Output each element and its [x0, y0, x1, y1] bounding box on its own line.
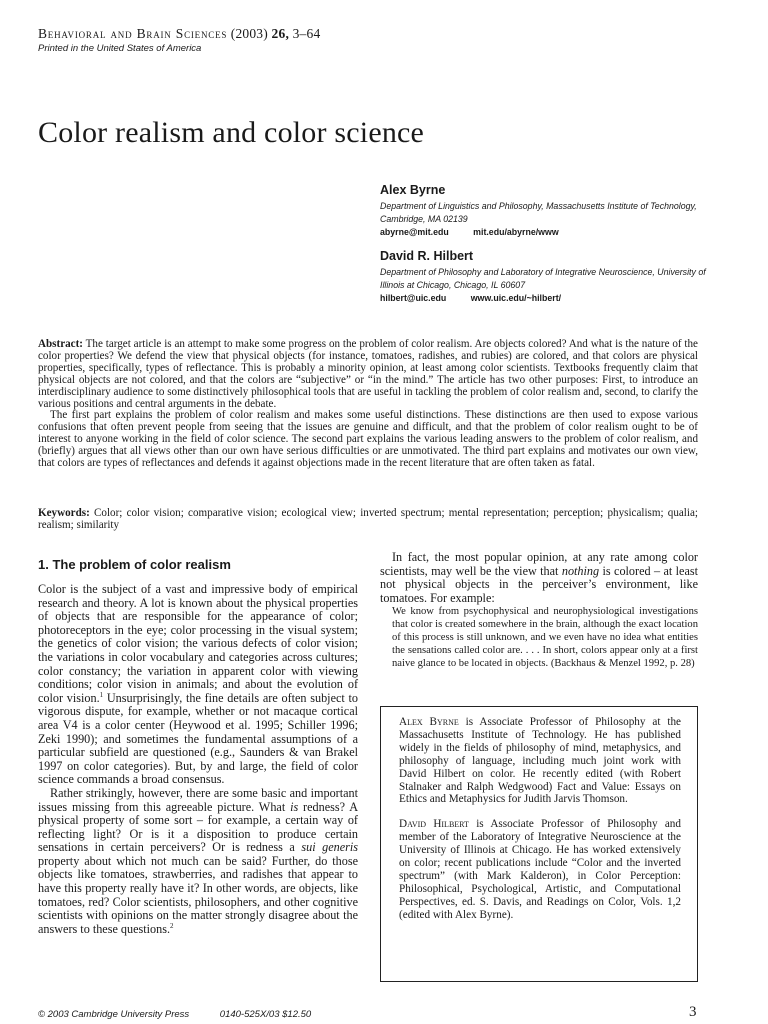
author-block-byrne — [380, 183, 720, 237]
abstract-paragraph-2: The first part explains the problem of color realism and makes some useful distinctions. These distinctions are then used to expose various confusions that often prevent people from seeing that the issues are genuine and difficult, and that the problem of color realism ought to be of interest to anyone working in the field of color science. The second part explains the various leading answers to the problem of color realism, and (briefly) argues that all views other than our own have serious difficulties or are unmotivated. The third part explains and motivates our own view, that colors are types of reflectances and defends it against objections made in the recent literature that are often taken as fatal. — [38, 409, 698, 470]
journal-pages: 3–64 — [292, 26, 321, 41]
section-heading: 1. The problem of color realism — [38, 557, 231, 572]
author-contacts — [380, 227, 720, 237]
bio-byrne: Alex Byrne is Associate Professor of Philosophy at the Massachusetts Institute of Technology. He has published widely in the fields of philosophy of mind, metaphysics, and philosophy of language, including much joint work with David Hilbert on color. He recently edited (with Robert Stalnaker and Ralph Wedgwood) Fact and Value: Essays on Ethics and Metaphysics for Judith Jarvis Thomson. — [399, 716, 681, 806]
issn-price: 0140-525X/03 $12.50 — [219, 1009, 312, 1020]
page-number: 3 — [689, 1004, 697, 1020]
body-column-left — [38, 583, 358, 936]
author-email[interactable]: abyrne@mit.edu — [380, 227, 449, 237]
author-affiliation: Department of Linguistics and Philosophy, Massachusetts Institute of Technology, Cambridge, MA 02139 — [380, 201, 697, 224]
journal-name: Behavioral and Brain Sciences — [38, 26, 228, 41]
journal-volume: 26, — [271, 26, 290, 41]
keywords-label: Keywords: — [38, 507, 90, 519]
body-paragraph: In fact, the most popular opinion, at any rate among color scientists, may well be the view that nothing is colored – at least not physical objects in the perceiver’s environment, like tomatoes. For example: — [380, 550, 698, 605]
journal-year: (2003) — [230, 26, 268, 41]
keywords-text: Color; color vision; comparative vision; ecological view; inverted spectrum; mental representation; perception; physicalism; qualia; realism; similarity — [38, 507, 698, 531]
journal-citation — [38, 26, 320, 42]
footnote-ref[interactable]: 2 — [170, 921, 174, 930]
body-paragraph: Rather strikingly, however, there are some basic and important issues missing from this agreeable picture. What is redness? A physical property of some sort – for example, a certain way of reflecting light? Or is it a disposition to produce certain sensations in certain perceivers? Or is redness a sui generis property about which not much can be said? Further, do those objects like tomatoes, strawberries, and radishes that appear to have this property really have it? In other words, are objects, like tomatoes, red? Color scientists, philosophers, and other cognitive scientists with opinions on the matter strongly disagree about the answers to these questions.$^2$ — [38, 785, 358, 936]
printed-in-note: Printed in the United States of America — [38, 43, 202, 54]
author-contacts — [380, 293, 720, 303]
keywords — [38, 508, 698, 532]
footnote-ref[interactable]: 1 — [99, 690, 104, 699]
author-name: David R. Hilbert — [380, 249, 474, 263]
abstract-paragraph-1: The target article is an attempt to make some progress on the problem of color realism. Are objects colored? And what is the nature of the color properties? We defend the view that physical objects (for instance, tomatoes, radishes, and rubies) are colored, and that colors are physical properties, specifically, types of reflectance. This is probably a minority opinion, at least among color scientists. Textbooks frequently claim that physical objects are not colored, and that the colors are “subjective” or “in the mind.” The article has two other purposes: First, to introduce an interdisciplinary audience to some distinctively philosophical tools that are useful in tackling the problem of color realism and, second, to clarify the various positions and central arguments in the debate. — [38, 338, 698, 410]
abstract-label: Abstract: — [38, 338, 83, 350]
abstract — [38, 339, 698, 470]
copyright-notice: © 2003 Cambridge University Press — [38, 1009, 190, 1020]
article-title: Color realism and color science — [38, 116, 425, 149]
author-block-hilbert — [380, 249, 720, 303]
bio-hilbert: David Hilbert is Associate Professor of Philosophy and member of the Laboratory of Integrative Neuroscience at the University of Illinois at Chicago. He has worked extensively on color; recent publications include “Color and the inverted spectrum” (with Mark Kalderon), in Color Perception: Philosophical, Psychological, Artistic, and Computational Perspectives, ed. S. Davis, and Readings on Color, Vols. 1,2 (edited with Alex Byrne). — [399, 818, 681, 921]
author-bio-box — [380, 706, 698, 982]
author-website[interactable]: mit.edu/abyrne/www — [473, 227, 559, 237]
body-column-right — [380, 551, 698, 670]
block-quote: We know from psychophysical and neurophysiological investigations that color is created somewhere in the brain, although the exact location of this process is still unknown, and we even have no idea what entities the sensations called color are. . . . In short, colors appear only at a first naive glance to be located in objects. (Backhaus & Menzel 1992, p. 28) — [392, 606, 698, 670]
body-paragraph: Color is the subject of a vast and impressive body of empirical research and theory. A lot is known about the physical properties of objects that are responsible for the appearance of color; photoreceptors in the eye; color processing in the visual system; the genetics of color vision; the various defects of color vision; the variations in color vocabulary and categories across cultures; color constancy; the variation in apparent color with viewing conditions; color vision in animals; and about the evolution of color vision.$^1$ Unsurprisingly, the fine details are often subject to vigorous dispute, for example, whether or not macaque cortical area V4 is a color center (Heywood et al. 1995; Schiller 1996; Zeki 1990); and sometimes the fundamental assumptions of a particular subfield are questioned (e.g., Saunders & van Brakel 1997 on color categories). But, by and large, the field of color science commands a broad consensus. — [38, 582, 358, 787]
author-email[interactable]: hilbert@uic.edu — [380, 293, 447, 303]
author-website[interactable]: www.uic.edu/~hilbert/ — [470, 293, 562, 303]
author-affiliation: Department of Philosophy and Laboratory of Integrative Neuroscience, University of Illinois at Chicago, Chicago, IL 60607 — [380, 267, 706, 290]
page-footer — [38, 1009, 311, 1020]
author-name: Alex Byrne — [380, 183, 446, 197]
